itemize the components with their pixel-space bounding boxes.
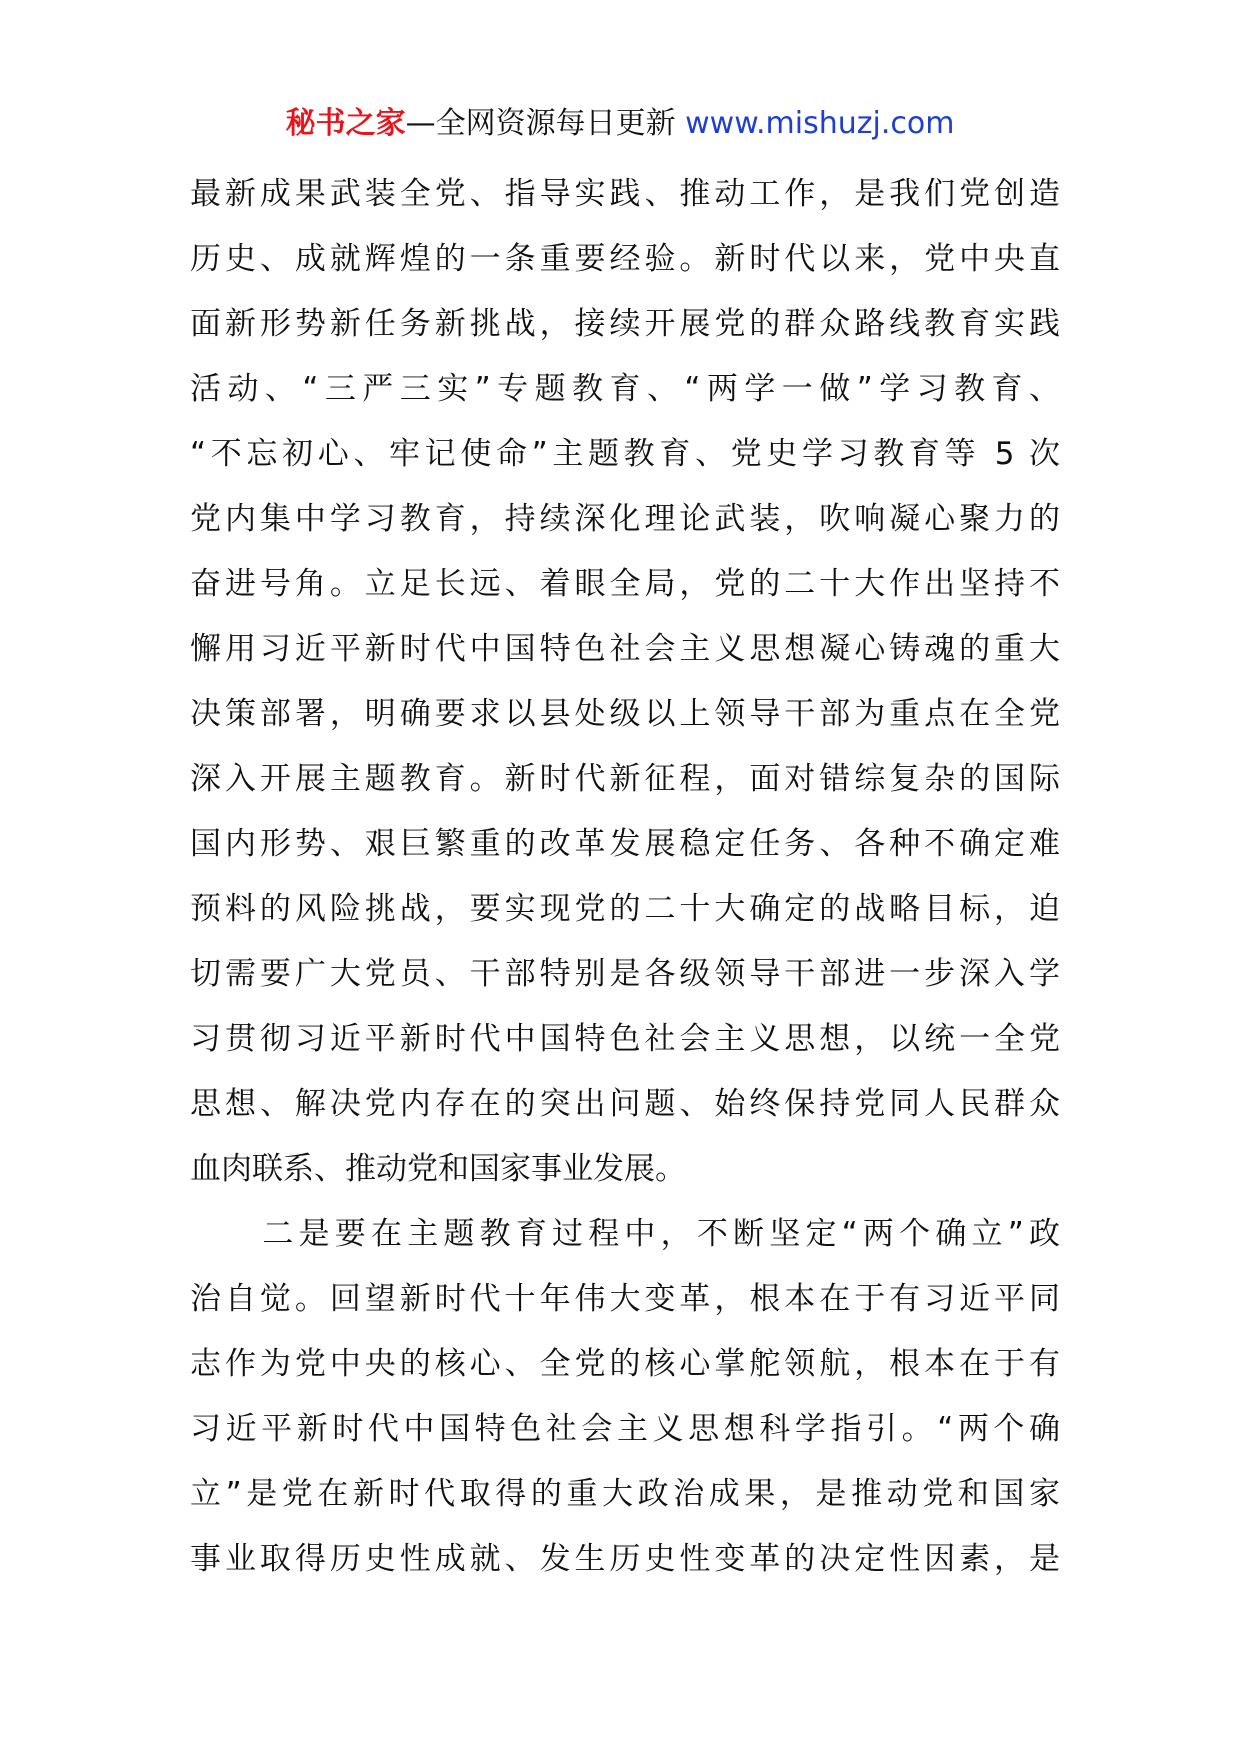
body-line: 最新成果武装全党、指导实践、推动工作，是我们党创造 [190, 176, 1060, 212]
body-line: 习近平新时代中国特色社会主义思想科学指引。“两个确 [190, 1411, 1060, 1447]
body-line: 预料的风险挑战，要实现党的二十大确定的战略目标，迫 [190, 891, 1060, 927]
header-url-link[interactable]: www.mishuzj.com [685, 106, 955, 141]
body-line: 治自觉。回望新时代十年伟大变革，根本在于有习近平同 [190, 1281, 1060, 1317]
body-line: 党内集中学习教育，持续深化理论武装，吹响凝心聚力的 [190, 501, 1060, 537]
page-header [0, 100, 1240, 148]
body-line: 活动、“三严三实”专题教育、“两学一做”学习教育、 [190, 371, 1060, 407]
body-line: 事业取得历史性成就、发生历史性变革的决定性因素，是 [190, 1541, 1060, 1577]
body-line-paragraph-start: 二是要在主题教育过程中，不断坚定“两个确立”政 [190, 1216, 1060, 1252]
body-line: 懈用习近平新时代中国特色社会主义思想凝心铸魂的重大 [190, 631, 1060, 667]
body-line: 切需要广大党员、干部特别是各级领导干部进一步深入学 [190, 956, 1060, 992]
document-body [190, 162, 1060, 1592]
body-line: 国内形势、艰巨繁重的改革发展稳定任务、各种不确定难 [190, 826, 1060, 862]
body-line: 志作为党中央的核心、全党的核心掌舵领航，根本在于有 [190, 1346, 1060, 1382]
body-line-paragraph-end: 血肉联系、推动党和国家事业发展。 [190, 1151, 686, 1187]
header-brand: 秘书之家 [285, 106, 406, 141]
body-line: 习贯彻习近平新时代中国特色社会主义思想，以统一全党 [190, 1021, 1060, 1057]
body-line: “不忘初心、牢记使命”主题教育、党史学习教育等 5 次 [190, 436, 1060, 472]
body-line: 立”是党在新时代取得的重大政治成果，是推动党和国家 [190, 1476, 1060, 1512]
body-line: 历史、成就辉煌的一条重要经验。新时代以来，党中央直 [190, 241, 1060, 277]
body-line: 深入开展主题教育。新时代新征程，面对错综复杂的国际 [190, 761, 1060, 797]
header-tagline: —全网资源每日更新 [405, 106, 686, 141]
body-line: 面新形势新任务新挑战，接续开展党的群众路线教育实践 [190, 306, 1060, 342]
body-line: 决策部署，明确要求以县处级以上领导干部为重点在全党 [190, 696, 1060, 732]
body-line: 思想、解决党内存在的突出问题、始终保持党同人民群众 [190, 1086, 1060, 1122]
body-line: 奋进号角。立足长远、着眼全局，党的二十大作出坚持不 [190, 566, 1060, 602]
